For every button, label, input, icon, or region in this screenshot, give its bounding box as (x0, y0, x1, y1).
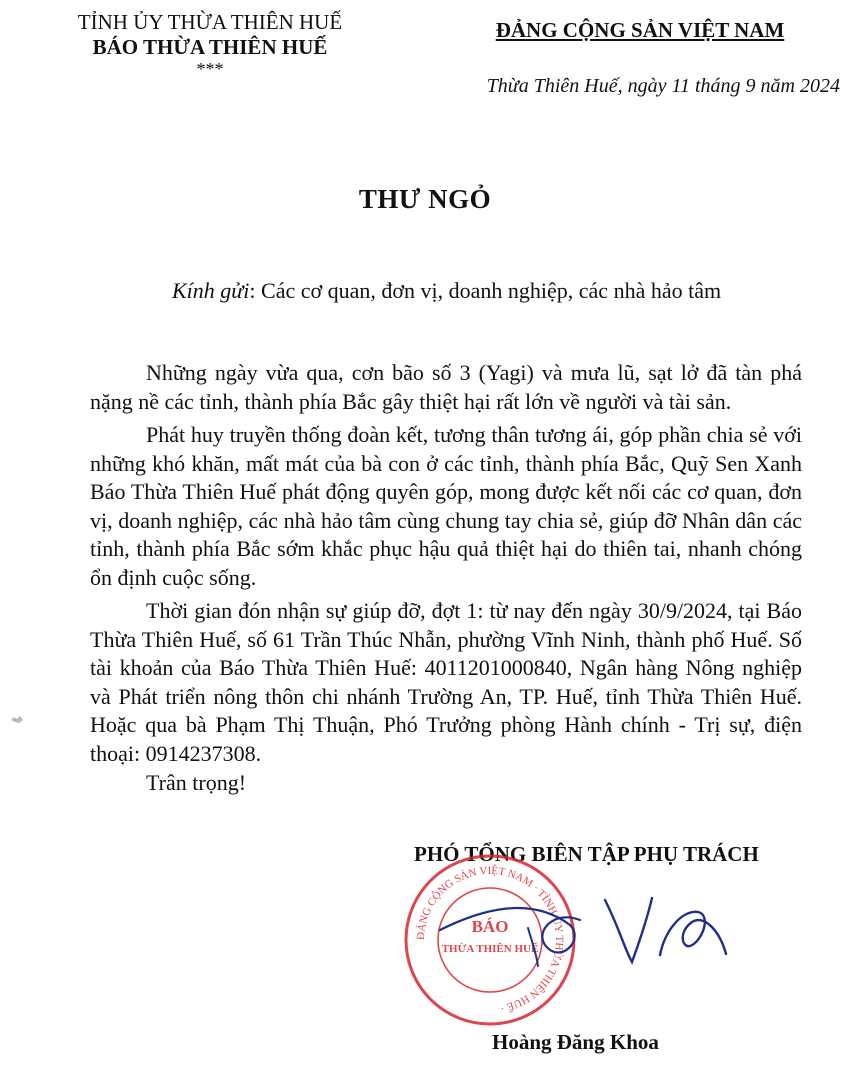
stamp-ring-text: ĐẢNG CỘNG SẢN VIỆT NAM · TỈNH ỦY THỪA THIÊN HUẾ · (414, 864, 566, 1015)
stamp-center-line2: THỪA THIÊN HUẾ (441, 943, 539, 955)
paragraph-fundraising-appeal: Phát huy truyền thống đoàn kết, tương thân tương ái, góp phần chia sẻ với những khó khăn, mất mát của bà con ở các tỉnh, thành phía Bắc, Quỹ Sen Xanh Báo Thừa Thiên Huế phát động quyên góp, mong được kết nối các cơ quan, đơn vị, doanh nghiệp, các nhà hảo tâm cùng chung tay chia sẻ, giúp đỡ Nhân dân các tỉnh, thành phía Bắc sớm khắc phục hậu quả thiệt hại do thiên tai, nhanh chóng ổn định cuộc sống. (90, 422, 802, 590)
salutation (172, 278, 721, 304)
handwritten-signature (420, 870, 740, 990)
issuer-line-provincial-committee: TỈNH ỦY THỪA THIÊN HUẾ (77, 10, 343, 34)
document-date: Thừa Thiên Huế, ngày 11 tháng 9 năm 2024 (486, 75, 840, 97)
salutation-recipients: : Các cơ quan, đơn vị, doanh nghiệp, các nhà hảo tâm (249, 278, 722, 303)
stamp-center-line1: BÁO (471, 917, 509, 936)
issuer-header (70, 10, 350, 78)
paragraph-donation-details: Thời gian đón nhận sự giúp đỡ, đợt 1: từ nay đến ngày 30/9/2024, tại Báo Thừa Thiên Huế, số 61 Trần Thúc Nhẫn, phường Vĩnh Ninh, thành phố Huế. Số tài khoản của Báo Thừa Thiên Huế: 4011201000840, Ngân hàng Nông nghiệp và Phát triển nông thôn chi nhánh Trường An, TP. Huế, tỉnh Thừa Thiên Huế. Hoặc qua bà Phạm Thị Thuận, Phó Trưởng phòng Hành chính - Trị sự, điện thoại: 0914237308. (90, 598, 802, 766)
salutation-label: Kính gửi (172, 278, 250, 303)
party-header: ĐẢNG CỘNG SẢN VIỆT NAM (495, 18, 785, 42)
signer-name: Hoàng Đăng Khoa (492, 1030, 659, 1054)
document-title: THƯ NGỎ (358, 184, 492, 214)
letter-body (90, 359, 802, 773)
signer-position: PHÓ TỔNG BIÊN TẬP PHỤ TRÁCH (414, 842, 759, 866)
closing: Trân trọng! (146, 770, 247, 795)
issuer-line-newspaper: BÁO THỪA THIÊN HUẾ (92, 35, 328, 59)
scan-speck-icon (10, 714, 24, 726)
paragraph-storm-damage: Những ngày vừa qua, cơn bão số 3 (Yagi) và mưa lũ, sạt lở đã tàn phá nặng nề các tỉnh, thành phía Bắc gây thiệt hại rất lớn về người và tài sản. (90, 360, 802, 414)
issuer-asterisks: *** (196, 59, 224, 79)
